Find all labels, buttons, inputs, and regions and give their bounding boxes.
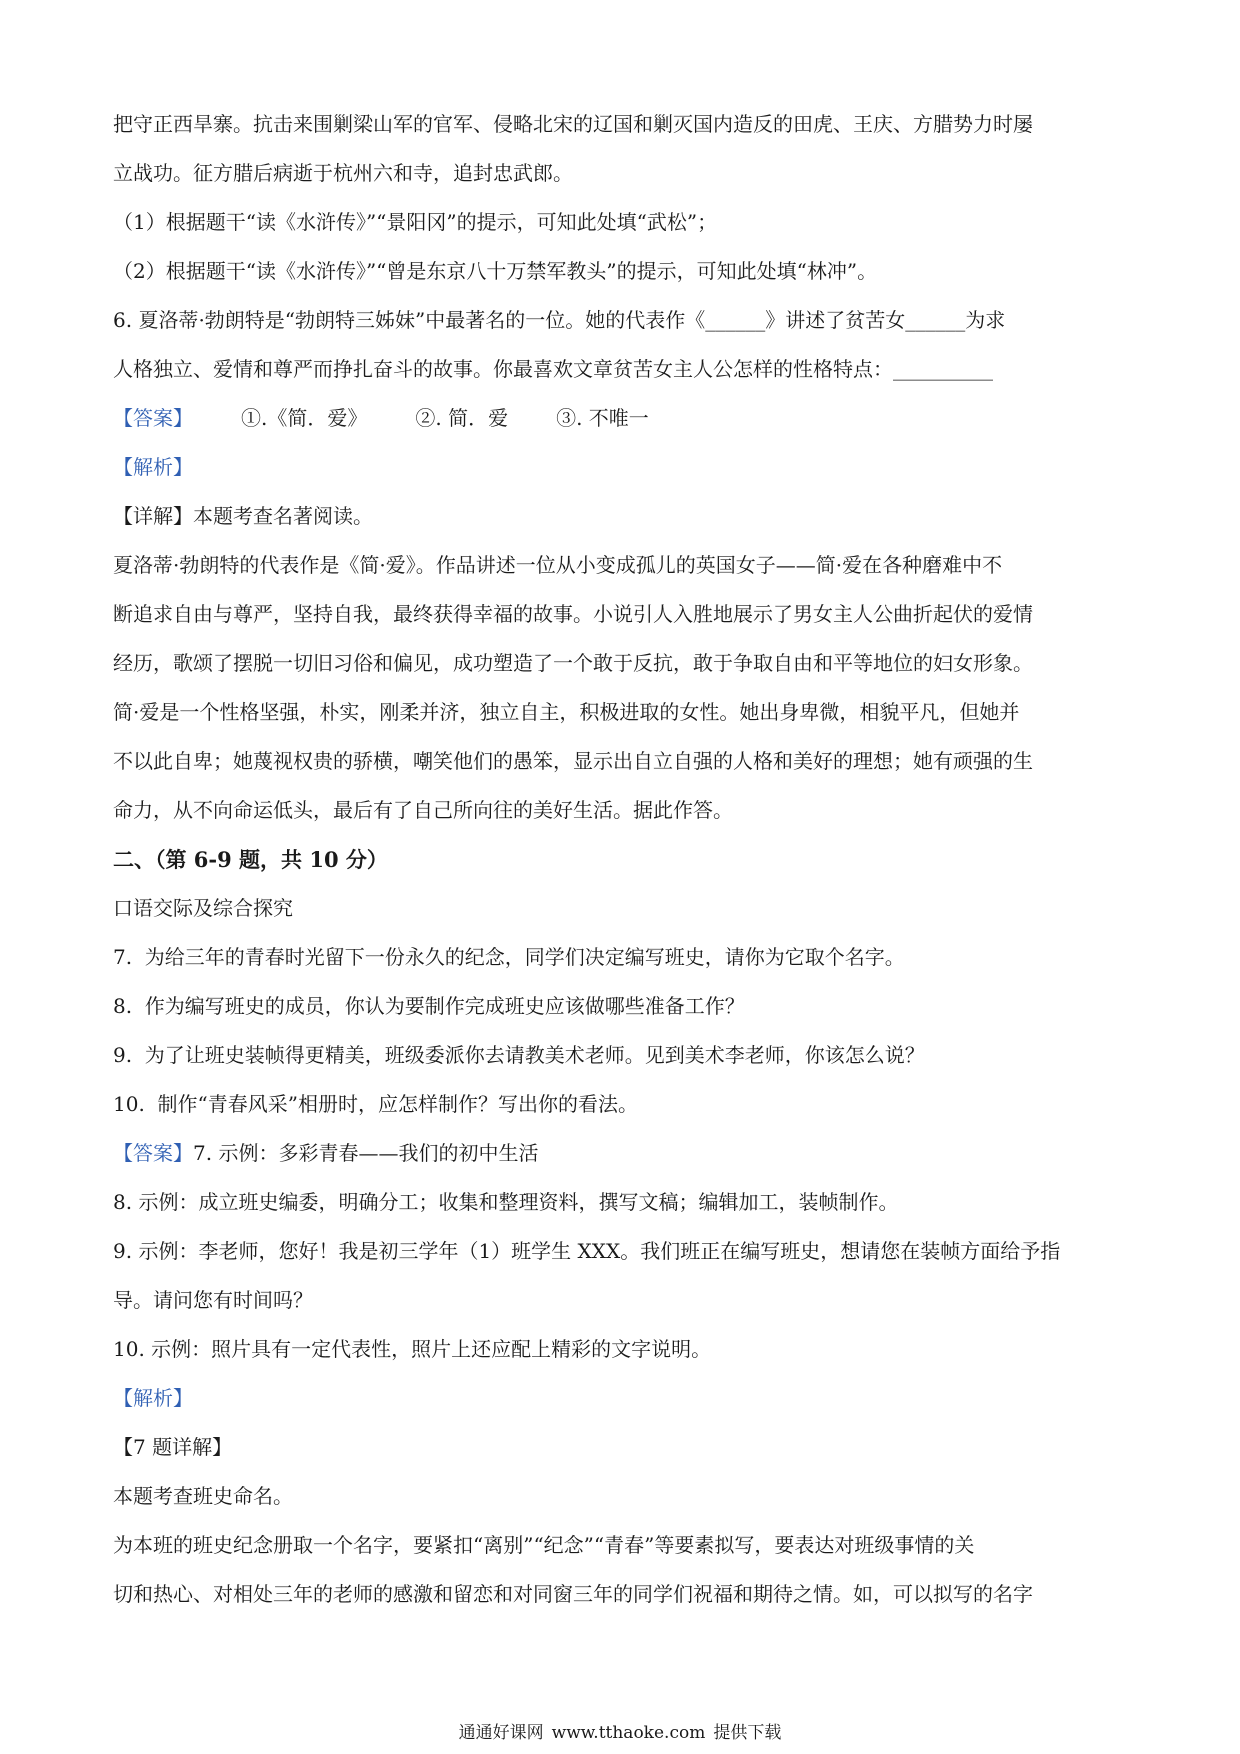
text-line: 经历，歌颂了摆脱一切旧习俗和偏见，成功塑造了一个敢于反抗，敢于争取自由和平等地位的妇女形象。 (113, 651, 1033, 675)
question-10: 10. 制作“青春风采”相册时，应怎样制作？写出你的看法。 (113, 1092, 638, 1116)
text-line: 简·爱是一个性格坚强，朴实，刚柔并济，独立自主，积极进取的女性。她出身卑微，相貌平凡，但她并 (113, 700, 1020, 724)
question-7: 7. 为给三年的青春时光留下一份永久的纪念，同学们决定编写班史，请你为它取个名字。 (113, 945, 905, 969)
answer-7: 7. 示例：多彩青春——我们的初中生活 (193, 1141, 539, 1165)
text-line: 断追求自由与尊严，坚持自我，最终获得幸福的故事。小说引人入胜地展示了男女主人公曲折起伏的爱情 (113, 602, 1033, 626)
answer-line (113, 394, 1133, 443)
detail-line: 【详解】本题考查名著阅读。 (113, 504, 373, 528)
text-line: 夏洛蒂·勃朗特的代表作是《简·爱》。作品讲述一位从小变成孤儿的英国女子——简·爱在各种磨难中不 (113, 553, 1003, 577)
question-6: 6. 夏洛蒂·勃朗特是“勃朗特三姊妹”中最著名的一位。她的代表作《______》讲述了贫苦女______为求 (113, 308, 1006, 332)
answer-9: 9. 示例：李老师，您好！我是初三学年（1）班学生 XXX。我们班正在编写班史，想请您在装帧方面给予指 (113, 1239, 1061, 1263)
answer-8: 8. 示例：成立班史编委，明确分工；收集和整理资料，撰写文稿；编辑加工，装帧制作。 (113, 1190, 899, 1214)
page-footer (0, 1718, 1240, 1743)
question-8: 8. 作为编写班史的成员，你认为要制作完成班史应该做哪些准备工作？ (113, 994, 745, 1018)
text-line: 立战功。征方腊后病逝于杭州六和寺，追封忠武郎。 (113, 161, 573, 185)
footer-site: 通通好课网 (458, 1723, 544, 1743)
section-subtitle: 口语交际及综合探究 (113, 896, 293, 920)
answer-line (113, 1129, 1133, 1178)
answer-item: ①.《简．爱》 (241, 406, 368, 430)
analysis-tag: 【解析】 (113, 1386, 193, 1410)
text-line: （2）根据题干“读《水浒传》”“曾是东京八十万禁军教头”的提示，可知此处填“林冲”。 (113, 259, 878, 283)
answer-tag: 【答案】 (113, 1141, 193, 1165)
text-line: 不以此自卑；她蔑视权贵的骄横，嘲笑他们的愚笨，显示出自立自强的人格和美好的理想；她有顽强的生 (113, 749, 1033, 773)
text-line: 为本班的班史纪念册取一个名字，要紧扣“离别”“纪念”“青春”等要素拟写，要表达对班级事情的关 (113, 1533, 975, 1557)
question-6-cont: 人格独立、爱情和尊严而挣扎奋斗的故事。你最喜欢文章贫苦女主人公怎样的性格特点：__________ (113, 357, 993, 381)
question-9: 9. 为了让班史装帧得更精美，班级委派你去请教美术老师。见到美术李老师，你该怎么说？ (113, 1043, 925, 1067)
section-heading: 二、（第 6-9 题，共 10 分） (113, 847, 388, 872)
answer-item: ③. 不唯一 (556, 406, 649, 430)
text-line: 把守正西旱寨。抗击来围剿梁山军的官军、侵略北宋的辽国和剿灭国内造反的田虎、王庆、方腊势力时屡 (113, 112, 1033, 136)
answer-item: ②. 简．爱 (415, 406, 509, 430)
document-page (113, 100, 1133, 1619)
footer-suffix: 提供下载 (713, 1723, 782, 1743)
text-line: 命力，从不向命运低头，最后有了自己所向往的美好生活。据此作答。 (113, 798, 733, 822)
answer-10: 10. 示例：照片具有一定代表性，照片上还应配上精彩的文字说明。 (113, 1337, 712, 1361)
text-line: （1）根据题干“读《水浒传》”“景阳冈”的提示，可知此处填“武松”； (113, 210, 718, 234)
answer-9-cont: 导。请问您有时间吗？ (113, 1288, 313, 1312)
analysis-tag: 【解析】 (113, 455, 193, 479)
footer-url-link[interactable]: www.tthaoke.com (551, 1723, 706, 1743)
answer-tag: 【答案】 (113, 406, 193, 430)
detail-intro: 本题考查班史命名。 (113, 1484, 293, 1508)
detail-heading: 【7 题详解】 (113, 1435, 233, 1459)
text-line: 切和热心、对相处三年的老师的感激和留恋和对同窗三年的同学们祝福和期待之情。如，可以拟写的名字 (113, 1582, 1033, 1606)
